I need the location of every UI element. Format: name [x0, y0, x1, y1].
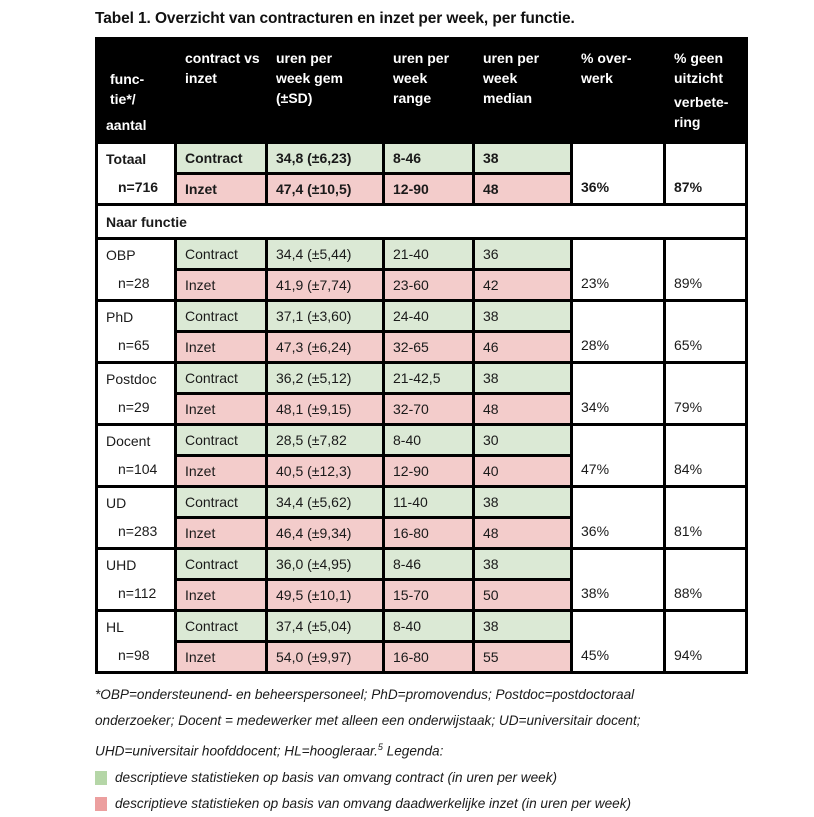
header-functie-line1: func- [110, 71, 145, 87]
function-label: PhD [106, 309, 134, 325]
overwork-cell: 38% [572, 549, 665, 611]
header-range: uren per week range [384, 39, 474, 143]
type-cell: Contract [176, 363, 267, 394]
header-overwork: % over-werk [572, 39, 665, 143]
overwork-cell: 36% [572, 487, 665, 549]
type-cell: Inzet [176, 332, 267, 363]
type-cell: Inzet [176, 174, 267, 205]
no-prospect-cell: 88% [665, 549, 747, 611]
mean-cell: 28,5 (±7,82 [267, 425, 384, 456]
type-cell: Contract [176, 143, 267, 174]
function-label-cell [97, 239, 176, 301]
mean-cell: 36,2 (±5,12) [267, 363, 384, 394]
legend-label-contract: descriptieve statistieken op basis van omvang contract (in uren per week) [115, 769, 558, 785]
mean-cell: 37,4 (±5,04) [267, 611, 384, 642]
no-prospect-cell: 94% [665, 611, 747, 673]
median-cell: 40 [474, 456, 572, 487]
range-cell: 21-40 [384, 239, 474, 270]
footnote-ref: 5 [377, 742, 383, 752]
no-prospect-cell: 81% [665, 487, 747, 549]
function-n: n=112 [118, 585, 157, 601]
function-n: n=104 [118, 461, 158, 477]
overwork-cell: 28% [572, 301, 665, 363]
type-cell: Contract [176, 549, 267, 580]
header-mean: uren per week gem (±SD) [267, 39, 384, 143]
median-cell: 50 [474, 580, 572, 611]
total-contract-row [97, 143, 747, 174]
function-label-cell [97, 425, 176, 487]
function-label: UHD [106, 557, 137, 573]
median-cell: 48 [474, 174, 572, 205]
footnote-line-2: onderzoeker; Docent = medewerker met alleen een onderwijstaak; UD=universitair docent; [95, 713, 641, 728]
type-cell: Contract [176, 425, 267, 456]
header-functie-line3: aantal [106, 117, 147, 133]
function-groups [97, 239, 747, 673]
footnote [95, 682, 755, 817]
function-label-cell [97, 363, 176, 425]
total-n: n=716 [118, 179, 159, 195]
overwork-cell: 45% [572, 611, 665, 673]
range-cell: 11-40 [384, 487, 474, 518]
mean-cell: 34,8 (±6,23) [267, 143, 384, 174]
range-cell: 32-70 [384, 394, 474, 425]
no-prospect-cell: 87% [665, 143, 747, 205]
no-prospect-cell: 79% [665, 363, 747, 425]
header-row [97, 39, 747, 143]
legend-label-inzet: descriptieve statistieken op basis van omvang daadwerkelijke inzet (in uren per week) [115, 795, 632, 811]
type-cell: Inzet [176, 394, 267, 425]
range-cell: 15-70 [384, 580, 474, 611]
section-row [97, 205, 747, 239]
function-n: n=28 [118, 275, 150, 291]
function-label-cell [97, 487, 176, 549]
group-contract-row [97, 301, 747, 332]
footnote-line-1: *OBP=ondersteunend- en beheerspersoneel; PhD=promovendus; Postdoc=postdoctoraal [95, 687, 635, 702]
type-cell: Inzet [176, 580, 267, 611]
type-cell: Inzet [176, 270, 267, 301]
group-contract-row [97, 487, 747, 518]
mean-cell: 34,4 (±5,62) [267, 487, 384, 518]
range-cell: 16-80 [384, 642, 474, 673]
median-cell: 38 [474, 611, 572, 642]
range-cell: 21-42,5 [384, 363, 474, 394]
overwork-cell: 23% [572, 239, 665, 301]
median-cell: 42 [474, 270, 572, 301]
mean-cell: 34,4 (±5,44) [267, 239, 384, 270]
range-cell: 8-40 [384, 611, 474, 642]
function-label: Postdoc [106, 371, 157, 387]
header-no-prospect-line2: verbete-ring [674, 94, 729, 130]
median-cell: 46 [474, 332, 572, 363]
range-cell: 32-65 [384, 332, 474, 363]
range-cell: 12-90 [384, 174, 474, 205]
no-prospect-cell: 65% [665, 301, 747, 363]
mean-cell: 48,1 (±9,15) [267, 394, 384, 425]
median-cell: 30 [474, 425, 572, 456]
header-functie-line2: tie*/ [110, 91, 136, 107]
mean-cell: 47,4 (±10,5) [267, 174, 384, 205]
function-n: n=65 [118, 337, 150, 353]
median-cell: 38 [474, 363, 572, 394]
table-title: Tabel 1. Overzicht van contracturen en inzet per week, per functie. [95, 10, 575, 27]
function-n: n=283 [118, 523, 158, 539]
function-n: n=98 [118, 647, 150, 663]
legend-swatch-contract [95, 771, 107, 785]
mean-cell: 49,5 (±10,1) [267, 580, 384, 611]
function-label: UD [106, 495, 127, 511]
header-functie [97, 39, 176, 143]
footnote-line-3 [95, 734, 755, 765]
mean-cell: 37,1 (±3,60) [267, 301, 384, 332]
section-label: Naar functie [97, 205, 747, 239]
no-prospect-cell: 84% [665, 425, 747, 487]
group-contract-row [97, 549, 747, 580]
mean-cell: 40,5 (±12,3) [267, 456, 384, 487]
header-median: uren per week median [474, 39, 572, 143]
mean-cell: 36,0 (±4,95) [267, 549, 384, 580]
total-label: Totaal [106, 151, 147, 167]
group-contract-row [97, 239, 747, 270]
function-label-cell [97, 611, 176, 673]
footnote-line-3-text: UHD=universitair hoofddocent; HL=hoogleraar. [95, 743, 378, 759]
range-cell: 24-40 [384, 301, 474, 332]
function-label-cell [97, 549, 176, 611]
legend-heading: Legenda: [382, 743, 444, 759]
no-prospect-cell: 89% [665, 239, 747, 301]
median-cell: 38 [474, 487, 572, 518]
overwork-cell: 47% [572, 425, 665, 487]
group-contract-row [97, 425, 747, 456]
median-cell: 38 [474, 301, 572, 332]
function-n: n=29 [118, 399, 150, 415]
median-cell: 38 [474, 549, 572, 580]
header-no-prospect-line1: % geen uitzicht [674, 50, 724, 86]
mean-cell: 46,4 (±9,34) [267, 518, 384, 549]
header-contract-vs-inzet: contract vs inzet [176, 39, 267, 143]
type-cell: Contract [176, 487, 267, 518]
range-cell: 8-46 [384, 549, 474, 580]
type-cell: Contract [176, 239, 267, 270]
function-label: OBP [106, 247, 136, 263]
median-cell: 36 [474, 239, 572, 270]
range-cell: 23-60 [384, 270, 474, 301]
mean-cell: 41,9 (±7,74) [267, 270, 384, 301]
group-contract-row [97, 611, 747, 642]
legend-item-contract [95, 765, 755, 791]
type-cell: Inzet [176, 642, 267, 673]
function-label: Docent [106, 433, 151, 449]
overview-table [95, 37, 748, 674]
mean-cell: 47,3 (±6,24) [267, 332, 384, 363]
median-cell: 38 [474, 143, 572, 174]
range-cell: 16-80 [384, 518, 474, 549]
header-no-prospect [665, 39, 747, 143]
mean-cell: 54,0 (±9,97) [267, 642, 384, 673]
overwork-cell: 36% [572, 143, 665, 205]
function-label-cell [97, 301, 176, 363]
type-cell: Inzet [176, 456, 267, 487]
total-label-cell [97, 143, 176, 205]
median-cell: 48 [474, 518, 572, 549]
range-cell: 8-40 [384, 425, 474, 456]
type-cell: Inzet [176, 518, 267, 549]
group-contract-row [97, 363, 747, 394]
type-cell: Contract [176, 611, 267, 642]
legend-item-inzet [95, 791, 755, 817]
range-cell: 12-90 [384, 456, 474, 487]
median-cell: 48 [474, 394, 572, 425]
legend-swatch-inzet [95, 797, 107, 811]
function-label: HL [106, 619, 124, 635]
range-cell: 8-46 [384, 143, 474, 174]
median-cell: 55 [474, 642, 572, 673]
type-cell: Contract [176, 301, 267, 332]
overwork-cell: 34% [572, 363, 665, 425]
